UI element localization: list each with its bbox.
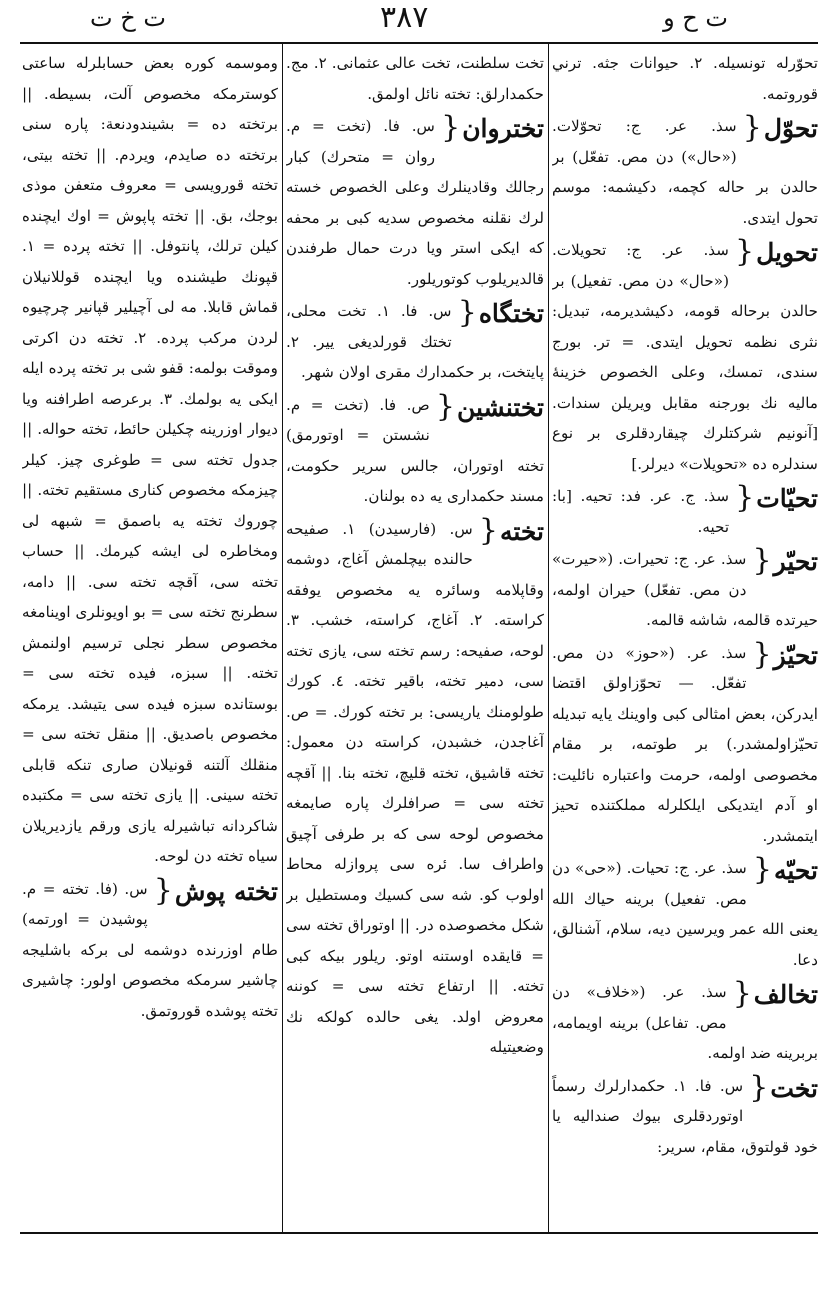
dictionary-entry — [286, 296, 544, 388]
column-divider-left — [282, 44, 283, 1232]
header-letters-right: ت ح و — [663, 4, 728, 32]
entry-headword: تحوّل { — [743, 111, 818, 146]
entry-text: سذ. عر. («خلاف» دن مص. تفاعل) برينه اويمامه، بربرينه ضد اولمه. — [552, 983, 818, 1062]
dictionary-entry — [552, 111, 818, 233]
dictionary-entry — [552, 544, 818, 636]
entry-headword: تحويل { — [735, 235, 818, 270]
entry-text: وموسمه كوره بعض حسابلرله ساعتى كوسترمكه مخصوص آلت، بسيطه. || برتخته ده = بشيندودنعة: پاره سنى برتخته ده صايدم، ويردم. || تخته بيتى، تخته قورويسى = معروف متعفن موذى بوجك، بق. || تخته پاپوش = اوك ايچنده كيلن ترلك، پانتوفل. || تخته پرده = ١. قپونك طيشنده ويا ايچنده قوللانيلان قماش قابلا. مه لى آچيلير قپانير چرچيوه لردن مركب پرده. ٢. تخته دن اكرتى وموقت بولمه: قفو شى بر تخته پرده ايله ايكى يه بولمك. ٣. برعرصه اطرافنه ويا ديوار اوزرينه چكيلن حائط، تخته حواله. || جدول تخته سى = طوغرى چيز. كيلر چيزمكه مخصوص كنارى مستقيم تخته. || چوروك تخته يه باصمق = شبهه لى ومخاطره لى ايشه كيرمك. || حساب تخته سى، آقچه تخته سى. || دامه، سطرنج تخته سى = بو اويونلرى اوينامغه مخصوص سطر نجلى ترسيم اولنمش تخته. || سبزه، فيده تخته سى = بوستانده سبزه فيده سى يتيشد. يرمكه مخصوص باصديق. || منقل تخته سى = منقلك آلتنه قونيلان صارى تنكه قابلى تخته سينى. || يازى تخته سى = مكتبده شاكردانه تباشيرله يازى ورقم يازديريلان سياه تخته دن لوحه. — [22, 54, 278, 865]
entry-text: س. فا. ١. حكمدارلرك رسماً اوتوردقلرى بيوك صندالیه يا خود قولتوق، مقام، سرير: — [552, 1076, 818, 1156]
entry-headword: تختروان { — [441, 111, 544, 146]
entry-headword: تحيّز { — [752, 638, 818, 673]
entry-text: سذ. ج. عر. فد: تحيه. [با: تحيه. — [552, 487, 730, 536]
dictionary-entry — [22, 48, 278, 872]
dictionary-entry — [286, 48, 544, 109]
entry-text: س. (فارسيدن) ١. صفيحه حالنده بيچلمش آغاج، دوشمه وقاپلامه وسائره يه مخصوص يوفقه كراسته. ٢. آغاج، كراسته، خشب. ٣. لوحه، صفيحه: رسم تخته سى، يازى تخته سى، دمير تخته، باقير تخته. ٤. كورك طولومنك ياريسى: بر تخته كورك. = ص. آغاجدن، خشبدن، كراسته دن معمول: تخته قاشيق، تخته قليچ، تخته بنا. || آقچه تخته سى = صرافلرك پاره صايمغه مخصوص لوحه سى كه بر طرفى آچيق واطراف سا. ئره سى پروازله محاط اولوب كو. شه سى كسيك ومستطيل بر شكل مخصوصده در. || اوتوراق تخته سى = قايقده اوستنه اوتو. ريلور بيكه كبى تخته. || ارتفاع تخته سى = كوننه معروض اولد. يغى حالده كولكه نك وضعيتيله — [286, 519, 544, 1056]
dictionary-entry — [552, 977, 818, 1069]
page-number: ٣٨٧ — [380, 0, 429, 35]
dictionary-entry — [552, 481, 818, 542]
dictionary-entry — [22, 874, 278, 1027]
entry-text: تحوّرله تونسيله. ٢. حيوانات جثه. ترني قوروتمه. — [552, 54, 818, 103]
column-right — [552, 48, 818, 1228]
page-header — [0, 0, 838, 42]
entry-text: سذ. عر. ج: تحيرات. («حيرت» دن مص. تفعّل) حيران اولمه، حيرتده قالمه، شاشه قالمه. — [552, 550, 818, 629]
entry-text: تخت سلطنت، تخت عالى عثمانى. ٢. مج. حكمدارلق: تخته نائل اولمق. — [286, 54, 544, 103]
entry-text: سذ. عر. ج: تحيات. («حى» دن مص. تفعيل) برينه حياك الله يعنى الله عمر ويرسين ديه، سلام، آشنالق، دعا. — [552, 859, 818, 969]
column-divider-right — [548, 44, 549, 1232]
dictionary-entry — [286, 111, 544, 294]
entry-text: سذ. عر. («حوز» دن مص. تفعّل. — تحوّزاولق اقتضا ايدركن، بعض امثالى كبى واوينك يايه تبديله تحيّزاولمشدر.) بر طوتمه، بر مقام مخصوصى اولمه، حرمت واعتباره نائليت: او آدم ايتديكى ايلكلرله مملكتنده تحيز ايتمشدر. — [552, 643, 818, 845]
entry-text: سذ. عر. ج: تحويلات. («حال» دن مص. تفعيل) بر حالدن برحاله قومه، دكيشديرمه، تبديل: نثرى نظمه تحويل ايتدى. = تر. بورج سندى، تمسك، وعلى الخصوص خزينهٔ ماليه نك بورجنه مقابل ويريلن سندات. [آنونيم شركتلرك چيقاردقلرى بر نوع سندلره ده «تحويلات» ديرلر.] — [552, 241, 818, 473]
entry-headword: تختگاه { — [458, 296, 544, 331]
column-left — [22, 48, 278, 1228]
dictionary-entry — [552, 638, 818, 852]
entry-text: س. فا. ١. تخت محلى، تختك قورلديغى يير. ٢. پايتخت، بر حكمدارك مقرى اولان شهر. — [286, 302, 544, 381]
footer-rule — [20, 1232, 818, 1234]
dictionary-entry — [286, 390, 544, 512]
entry-headword: تحيّه { — [753, 853, 818, 888]
dictionary-entry — [552, 235, 818, 479]
entry-headword: تخالف { — [733, 977, 818, 1012]
entry-headword: تخته { — [479, 514, 544, 549]
entry-headword: تحيّر { — [752, 544, 818, 579]
entry-headword: تحيّات { — [735, 481, 818, 516]
entry-text: س. (فا. تخته = م. پوشيدن = اورتمه) طام اوزرنده دوشمه لى بركه باشليجه چاشير سرمكه مخصوص اولور: چاشيرى تخته پوشده قوروتمق. — [22, 879, 278, 1020]
dictionary-entry — [552, 853, 818, 975]
dictionary-entry — [552, 48, 818, 109]
entry-headword: تختنشين { — [436, 390, 544, 425]
entry-headword: تخت { — [749, 1071, 818, 1106]
entry-text: س. فا. (تخت = م. روان = متحرك) كبار رجالك وقادينلرك وعلى الخصوص خسته لرك نقلنه مخصوص سديه كبى بر محفه كه ايكى استر ويا درت حمال طرفندن قالديريلوب كوتوريلور. — [286, 117, 544, 288]
header-letters-left: ت خ ت — [90, 4, 166, 32]
dictionary-entry — [552, 1071, 818, 1163]
entry-text: سذ. عر. ج: تحوّلات. («حال») دن مص. تفعّل) بر حالدن بر حاله كچمه، دكيشمه: موسم تحول ايتدى. — [552, 117, 818, 227]
header-rule — [20, 42, 818, 44]
entry-headword: تخته پوش { — [154, 874, 278, 909]
column-middle — [286, 48, 544, 1228]
dictionary-entry — [286, 514, 544, 1063]
entry-text: ص. فا. (تخت = م. نشستن = اوتورمق) تخته اوتوران، جالس سرير حكومت، مسند حكمدارى يه ده بولنان. — [286, 395, 544, 505]
